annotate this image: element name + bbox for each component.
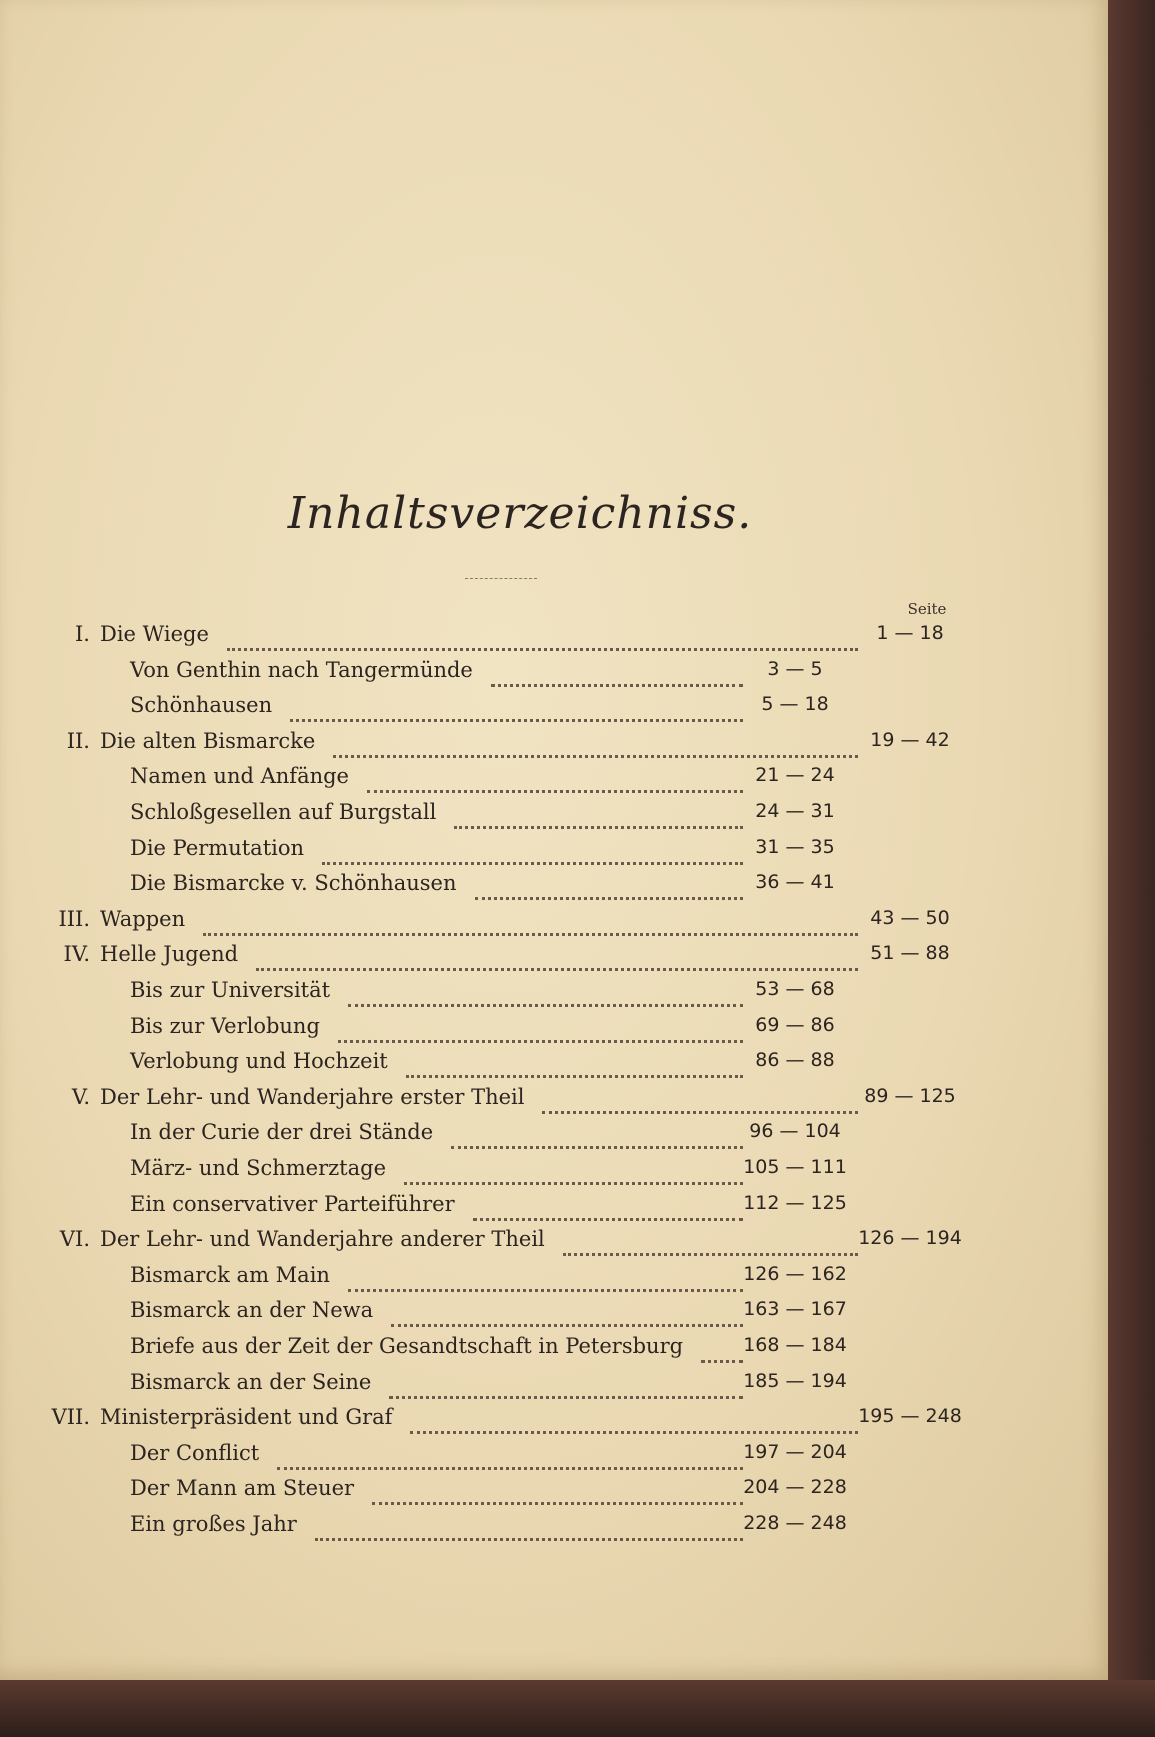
toc-title: Der Conflict [130, 1440, 260, 1465]
toc-section [0, 1370, 1108, 1402]
toc-section [0, 658, 1108, 690]
toc-section [0, 1192, 1108, 1224]
toc-number: V. [71, 1084, 90, 1109]
toc-title: Bis zur Universität [130, 978, 331, 1002]
toc-section [0, 693, 1108, 725]
toc-section [0, 1049, 1108, 1081]
toc-title: Die Permutation [130, 835, 305, 860]
toc-leader-dots [203, 913, 858, 936]
toc-number: I. [75, 622, 90, 646]
toc-leader-dots [290, 699, 743, 722]
toc-leader-dots [367, 770, 743, 793]
toc-title: Bis zur Verlobung [130, 1013, 320, 1038]
toc-title: Die Wiege [100, 622, 209, 646]
toc-leader-dots [227, 628, 858, 651]
toc-title: Der Mann am Steuer [130, 1476, 355, 1501]
toc-leader-dots [491, 664, 743, 687]
toc-leader-dots [451, 1126, 743, 1149]
toc-leader-dots [338, 1020, 743, 1043]
toc-pages: 36 — 41 [755, 871, 835, 894]
toc-chapter [0, 1405, 1108, 1437]
toc-title: März- und Schmerztage [130, 1156, 387, 1180]
toc-leader-dots [256, 948, 858, 971]
toc-section [0, 1512, 1108, 1544]
toc-chapter [0, 907, 1108, 939]
toc-title: Der Lehr- und Wanderjahre anderer Theil [100, 1227, 545, 1252]
toc-title: Schönhausen [130, 693, 273, 718]
toc-leader-dots [404, 1162, 743, 1185]
toc-pages: 96 — 104 [749, 1120, 841, 1143]
toc-number: III. [58, 906, 90, 931]
toc-leader-dots [372, 1482, 743, 1505]
book-edge-right [1108, 0, 1155, 1737]
toc-leader-dots [391, 1304, 743, 1327]
toc-pages: 1 — 18 [876, 622, 944, 644]
toc-pages: 126 — 194 [858, 1227, 962, 1250]
toc-leader-dots [542, 1091, 858, 1114]
page-title: Inhaltsverzeichniss. [287, 488, 753, 539]
toc-title: Ministerpräsident und Graf [100, 1405, 393, 1430]
toc-pages: 228 — 248 [743, 1512, 847, 1534]
toc-leader-dots [454, 806, 743, 829]
toc-leader-dots [389, 1376, 743, 1399]
toc-pages: 3 — 5 [767, 657, 823, 680]
toc-leader-dots [333, 735, 858, 758]
toc-chapter [0, 1085, 1108, 1117]
toc-leader-dots [315, 1518, 743, 1541]
toc-section [0, 1156, 1108, 1188]
toc-section [0, 800, 1108, 832]
title-ornament [465, 578, 537, 581]
toc-section [0, 1263, 1108, 1295]
toc-pages: 19 — 42 [870, 728, 950, 751]
column-header-seite: Seite [907, 600, 947, 618]
toc-title: Die alten Bismarcke [100, 728, 316, 753]
toc-section [0, 1334, 1108, 1366]
toc-pages: 126 — 162 [743, 1262, 847, 1285]
toc-pages: 86 — 88 [755, 1049, 835, 1072]
toc-pages: 105 — 111 [743, 1156, 847, 1178]
toc-section [0, 978, 1108, 1010]
toc-title: Wappen [100, 906, 186, 931]
toc-pages: 185 — 194 [743, 1369, 847, 1392]
toc-title: Die Bismarcke v. Schönhausen [130, 871, 457, 896]
toc-number: IV. [63, 942, 90, 967]
toc-section [0, 1298, 1108, 1330]
toc-chapter [0, 622, 1108, 654]
toc-section [0, 871, 1108, 903]
toc-title: In der Curie der drei Stände [130, 1120, 434, 1145]
toc-title: Briefe aus der Zeit der Gesandtschaft in Petersburg [130, 1334, 684, 1358]
toc-section [0, 836, 1108, 868]
toc-pages: 204 — 228 [743, 1476, 847, 1499]
toc-section [0, 764, 1108, 796]
toc-chapter [0, 729, 1108, 761]
toc-number: VI. [59, 1227, 90, 1252]
toc-number: VII. [51, 1405, 90, 1430]
toc-title: Von Genthin nach Tangermünde [130, 657, 473, 682]
toc-pages: 197 — 204 [743, 1440, 847, 1463]
toc-section [0, 1441, 1108, 1473]
toc-pages: 69 — 86 [755, 1013, 835, 1036]
toc-leader-dots [348, 984, 743, 1007]
toc-title: Bismarck an der Newa [130, 1298, 374, 1323]
toc-leader-dots [406, 1055, 743, 1078]
toc-leader-dots [473, 1198, 743, 1221]
toc-pages: 21 — 24 [755, 764, 835, 787]
toc-section [0, 1120, 1108, 1152]
toc-title: Ein großes Jahr [130, 1512, 297, 1536]
book-edge-bottom [0, 1680, 1155, 1737]
toc-pages: 51 — 88 [870, 942, 950, 965]
toc-leader-dots [410, 1411, 858, 1434]
toc-pages: 112 — 125 [743, 1191, 847, 1214]
toc-title: Bismarck am Main [130, 1262, 330, 1287]
toc-pages: 31 — 35 [755, 835, 835, 858]
toc-leader-dots [322, 842, 743, 865]
toc-pages: 53 — 68 [755, 978, 835, 1000]
toc-section [0, 1476, 1108, 1508]
toc-pages: 43 — 50 [870, 906, 950, 929]
toc-title: Verlobung und Hochzeit [130, 1049, 388, 1074]
toc-chapter [0, 1227, 1108, 1259]
toc-pages: 24 — 31 [755, 800, 835, 822]
toc-pages: 89 — 125 [864, 1084, 956, 1107]
toc-title: Helle Jugend [100, 942, 239, 967]
toc-pages: 5 — 18 [761, 693, 829, 716]
toc-leader-dots [563, 1233, 858, 1256]
toc-title: Der Lehr- und Wanderjahre erster Theil [100, 1084, 525, 1109]
toc-pages: 195 — 248 [858, 1405, 962, 1428]
toc-section [0, 1014, 1108, 1046]
toc-title: Schloßgesellen auf Burgstall [130, 800, 437, 824]
toc-chapter [0, 942, 1108, 974]
toc-leader-dots [277, 1447, 743, 1470]
toc-title: Namen und Anfänge [130, 764, 349, 789]
toc-leader-dots [475, 877, 743, 900]
toc-leader-dots [348, 1269, 743, 1292]
toc-title: Bismarck an der Seine [130, 1369, 372, 1394]
toc-pages: 163 — 167 [743, 1298, 847, 1321]
toc-number: II. [66, 728, 90, 753]
toc-pages: 168 — 184 [743, 1334, 847, 1356]
toc-title: Ein conservativer Parteiführer [130, 1191, 455, 1216]
